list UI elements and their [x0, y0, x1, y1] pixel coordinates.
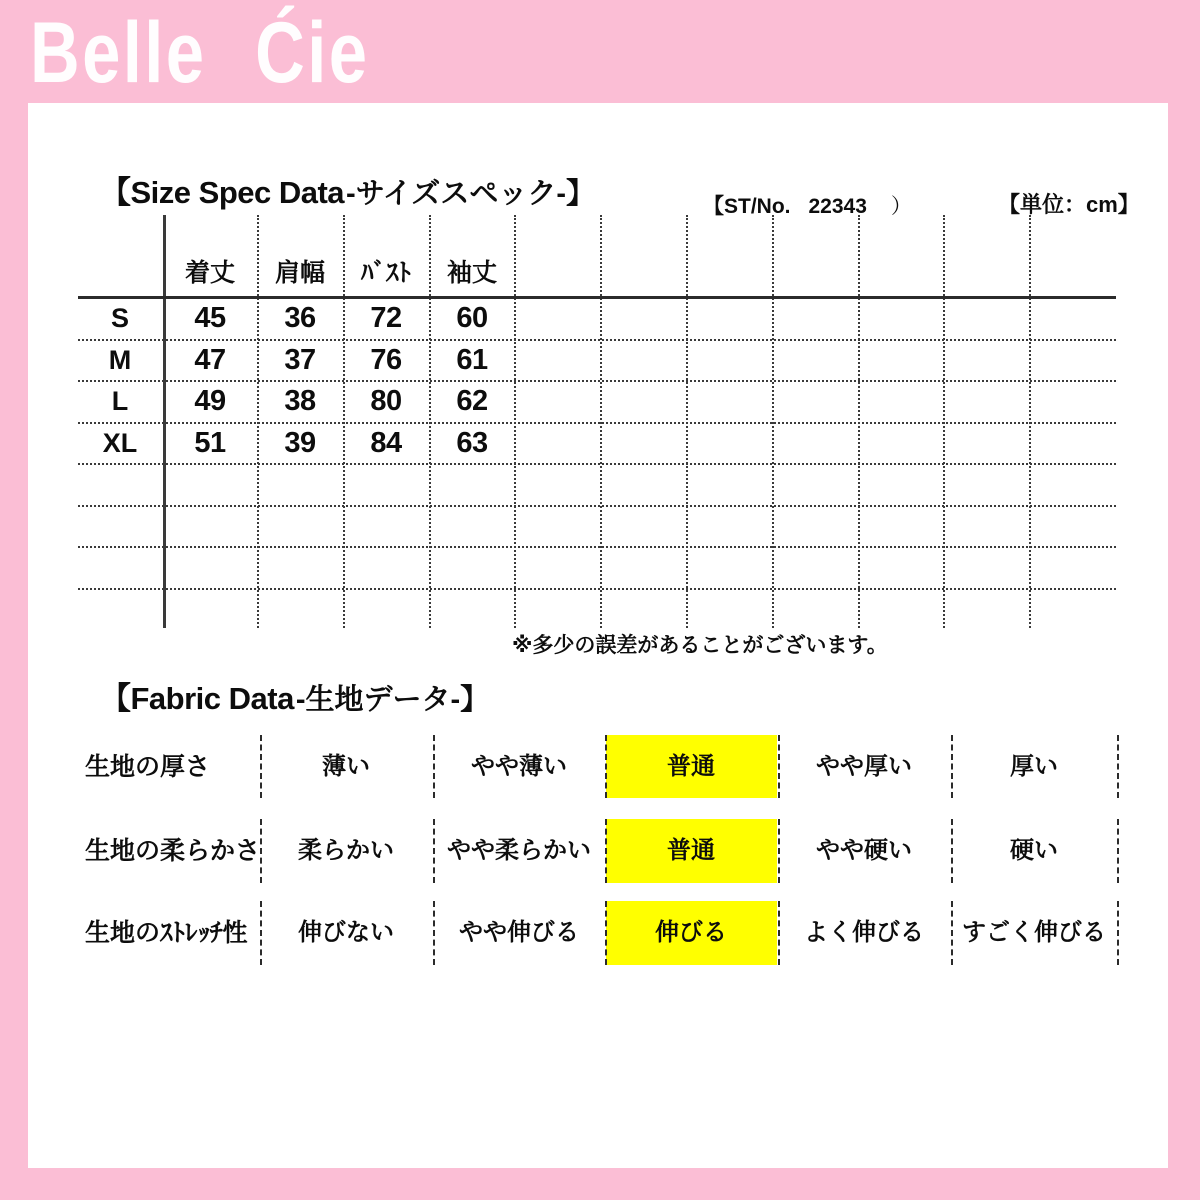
size-cell: 72 — [370, 302, 402, 334]
grid-hline — [78, 422, 1116, 424]
fabric-option: やや薄い — [471, 753, 567, 780]
fabric-divider — [951, 819, 953, 883]
size-cell: 84 — [370, 427, 402, 459]
tolerance-note: ※多少の誤差があることがございます。 — [512, 634, 888, 657]
size-cell: 49 — [194, 385, 226, 417]
fabric-divider — [260, 901, 262, 965]
size-title-english: 【Size Spec Data — [100, 175, 345, 210]
fabric-option-selected: 普通 — [667, 753, 715, 780]
grid-hline — [78, 380, 1116, 382]
size-row-label: M — [108, 345, 132, 375]
grid-hline — [78, 463, 1116, 465]
style-number-label: 【ST/No. — [703, 195, 791, 218]
fabric-option: 厚い — [1010, 753, 1058, 780]
size-cell: 47 — [194, 344, 226, 376]
fabric-option-selected: 伸びる — [655, 919, 727, 946]
grid-hline — [78, 339, 1116, 341]
size-row-label: XL — [102, 428, 138, 458]
style-number-close-paren: ） — [890, 195, 912, 218]
size-cell: 36 — [284, 302, 316, 334]
size-col-header: ﾊﾞｽﾄ — [360, 259, 412, 287]
fabric-divider — [433, 901, 435, 965]
size-cell: 62 — [456, 385, 488, 417]
fabric-divider — [605, 735, 607, 798]
brand-logo: Belle Ćie — [30, 5, 370, 101]
fabric-divider — [433, 735, 435, 798]
fabric-divider — [1117, 819, 1119, 883]
fabric-divider — [260, 819, 262, 883]
size-title-japanese: -サイズスペック-】 — [346, 178, 596, 210]
fabric-option: 柔らかい — [298, 837, 394, 864]
style-number — [703, 190, 912, 220]
fabric-row-label-stretch: 生地のｽﾄﾚｯﾁ性 — [85, 919, 248, 947]
fabric-divider — [951, 735, 953, 798]
fabric-divider — [1117, 901, 1119, 965]
size-col-header: 肩幅 — [274, 259, 326, 287]
size-cell: 80 — [370, 385, 402, 417]
fabric-section-title — [100, 673, 489, 718]
fabric-divider — [778, 819, 780, 883]
unit-label: 【単位：cm】 — [998, 192, 1140, 217]
grid-hline — [78, 546, 1116, 548]
fabric-option: やや厚い — [816, 753, 912, 780]
size-cell: 51 — [194, 427, 226, 459]
fabric-option: 伸びない — [298, 919, 394, 946]
fabric-option: すごく伸びる — [962, 919, 1106, 946]
fabric-row-label-thickness: 生地の厚さ — [85, 753, 211, 781]
fabric-divider — [605, 901, 607, 965]
fabric-divider — [778, 901, 780, 965]
size-cell: 37 — [284, 344, 316, 376]
fabric-divider — [260, 735, 262, 798]
fabric-option: 硬い — [1010, 837, 1058, 864]
fabric-option: やや硬い — [816, 837, 912, 864]
size-cell: 61 — [456, 344, 488, 376]
size-cell: 39 — [284, 427, 316, 459]
fabric-row-label-softness: 生地の柔らかさ — [85, 837, 261, 865]
size-section-title — [100, 167, 595, 212]
fabric-option: やや伸びる — [459, 919, 579, 946]
grid-hline-solid — [78, 296, 1116, 299]
size-cell: 63 — [456, 427, 488, 459]
fabric-divider — [778, 735, 780, 798]
size-col-header: 着丈 — [184, 259, 236, 287]
fabric-option-selected: 普通 — [667, 837, 715, 864]
size-cell: 38 — [284, 385, 316, 417]
grid-hline — [78, 588, 1116, 590]
fabric-divider — [951, 901, 953, 965]
size-cell: 60 — [456, 302, 488, 334]
fabric-divider — [605, 819, 607, 883]
fabric-option: 薄い — [322, 753, 370, 780]
size-col-header: 袖丈 — [446, 259, 498, 287]
size-cell: 76 — [370, 344, 402, 376]
fabric-title-english: 【Fabric Data — [100, 681, 294, 716]
style-number-value: 22343 — [808, 195, 867, 218]
size-cell: 45 — [194, 302, 226, 334]
size-row-label: S — [110, 303, 130, 333]
fabric-option: やや柔らかい — [447, 837, 591, 864]
size-row-label: L — [111, 386, 129, 416]
fabric-option: よく伸びる — [804, 919, 924, 946]
fabric-divider — [433, 819, 435, 883]
grid-hline — [78, 505, 1116, 507]
fabric-title-japanese: -生地データ-】 — [295, 684, 490, 716]
fabric-divider — [1117, 735, 1119, 798]
